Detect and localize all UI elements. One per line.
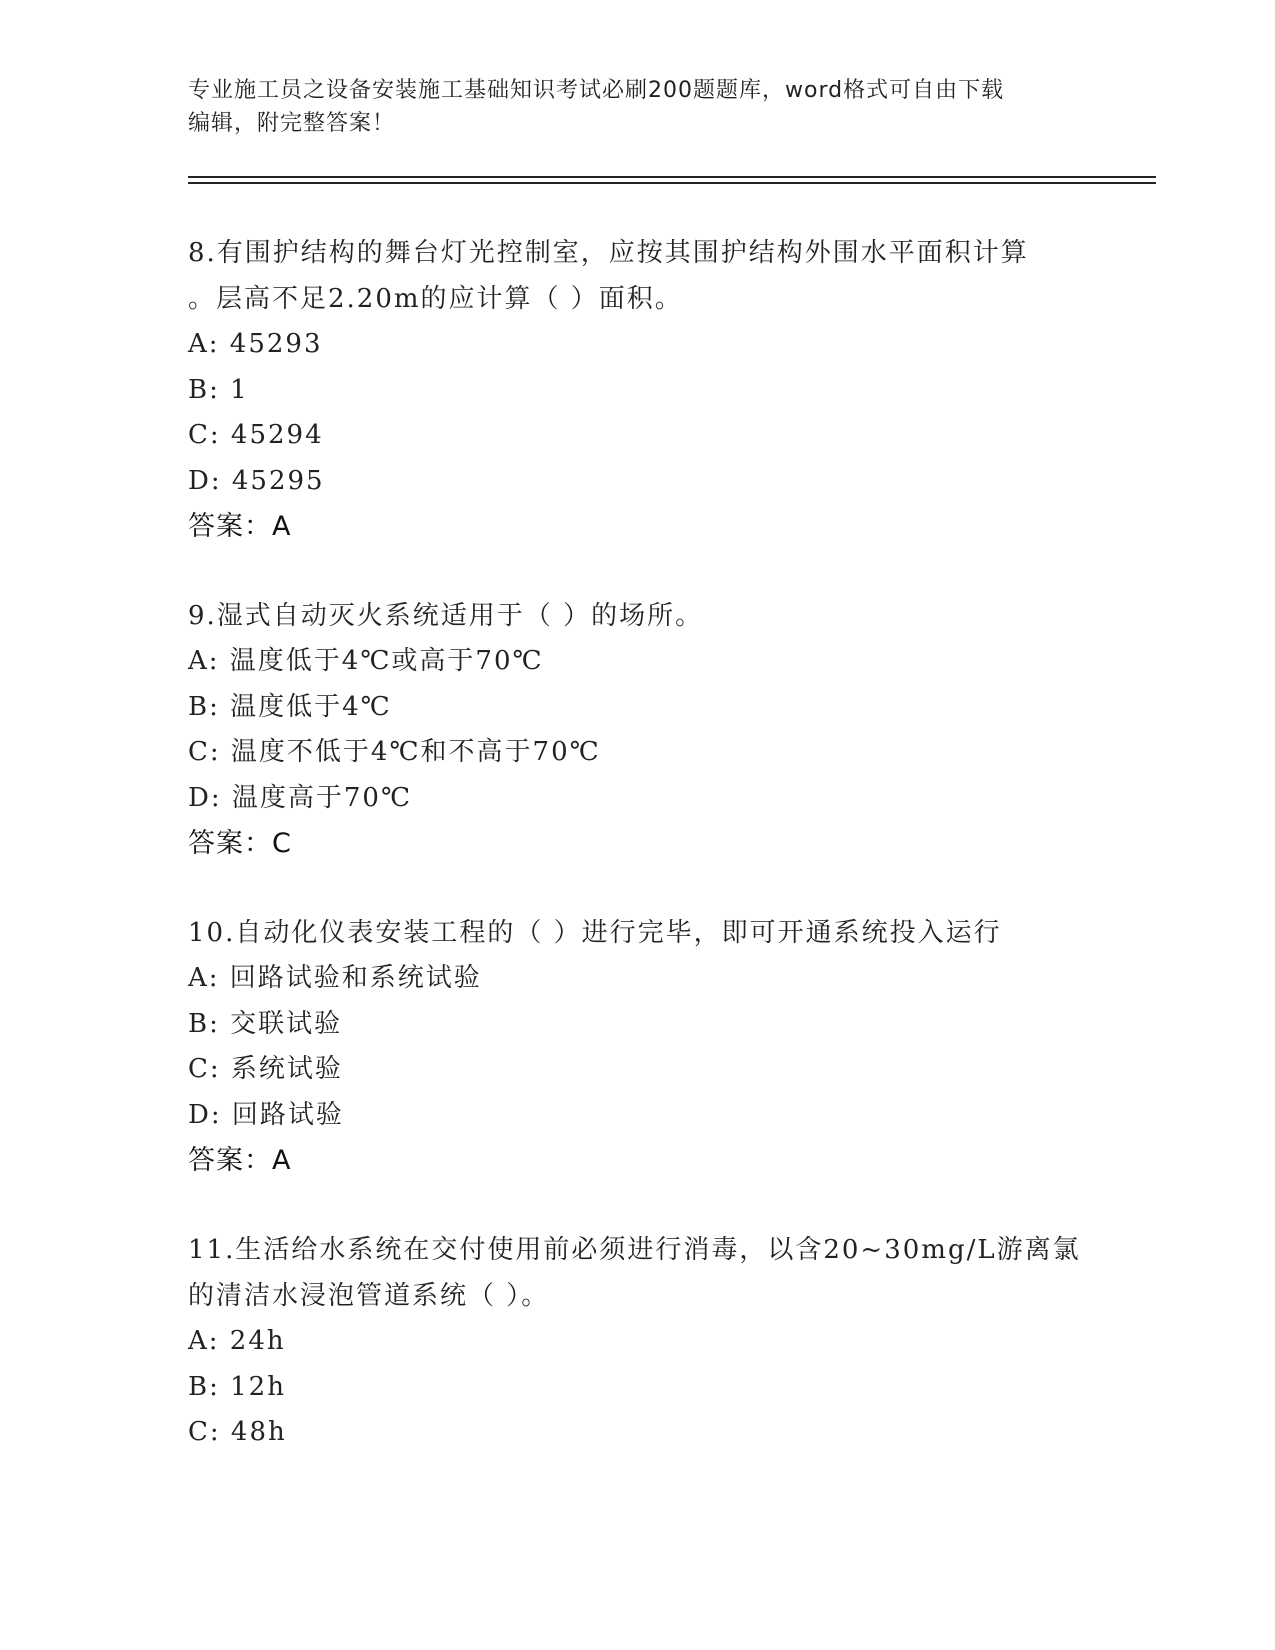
question-11-text-line-1: 11.生活给水系统在交付使用前必须进行消毒，以含20~30mg/L游离氯 (188, 1235, 1081, 1265)
question-10-option-a: A: 回路试验和系统试验 (188, 963, 482, 993)
question-11 (188, 1227, 1088, 1456)
question-10-answer: 答案：A (188, 1145, 292, 1176)
question-9-option-d: D: 温度高于70℃ (188, 782, 413, 813)
question-10-text: 10.自动化仪表安装工程的（ ）进行完毕，即可开通系统投入运行 (188, 918, 1002, 948)
question-11-option-a: A: 24h (188, 1326, 286, 1356)
question-9-text: 9.湿式自动灭火系统适用于（ ）的场所。 (188, 601, 704, 631)
question-8-option-d: D: 45295 (188, 465, 325, 496)
question-10-option-c: C: 系统试验 (188, 1054, 343, 1084)
header-line-2: 编辑，附完整答案！ (188, 111, 396, 136)
question-9-option-a: A: 温度低于4℃或高于70℃ (188, 646, 544, 676)
document-header (188, 74, 1088, 140)
question-10-option-b: B: 交联试验 (188, 1008, 343, 1039)
question-11-text-line-2: 的清洁水浸泡管道系统（ ）。 (188, 1281, 550, 1311)
question-8-option-a: A: 45293 (188, 329, 323, 359)
header-divider-top (188, 176, 1156, 178)
question-list (188, 230, 1088, 1499)
question-8 (188, 230, 1088, 550)
question-11-option-c: C: 48h (188, 1417, 287, 1447)
header-line-1: 专业施工员之设备安装施工基础知识考试必刷200题题库，word格式可自由下载 (188, 78, 1005, 103)
question-9-option-b: B: 温度低于4℃ (188, 691, 392, 722)
question-10 (188, 910, 1088, 1184)
question-8-text-line-1: 8.有围护结构的舞台灯光控制室，应按其围护结构外围水平面积计算 (188, 238, 1029, 268)
question-8-answer: 答案：A (188, 511, 292, 542)
question-9-option-c: C: 温度不低于4℃和不高于70℃ (188, 737, 601, 767)
question-9-answer: 答案：C (188, 828, 292, 859)
question-8-text-line-2: 。层高不足2.20m的应计算（ ）面积。 (188, 284, 683, 314)
question-8-option-b: B: 1 (188, 374, 249, 405)
question-11-option-b: B: 12h (188, 1371, 286, 1402)
question-8-option-c: C: 45294 (188, 420, 324, 450)
question-10-option-d: D: 回路试验 (188, 1099, 344, 1130)
header-divider-bottom (188, 182, 1156, 184)
question-9 (188, 593, 1088, 867)
